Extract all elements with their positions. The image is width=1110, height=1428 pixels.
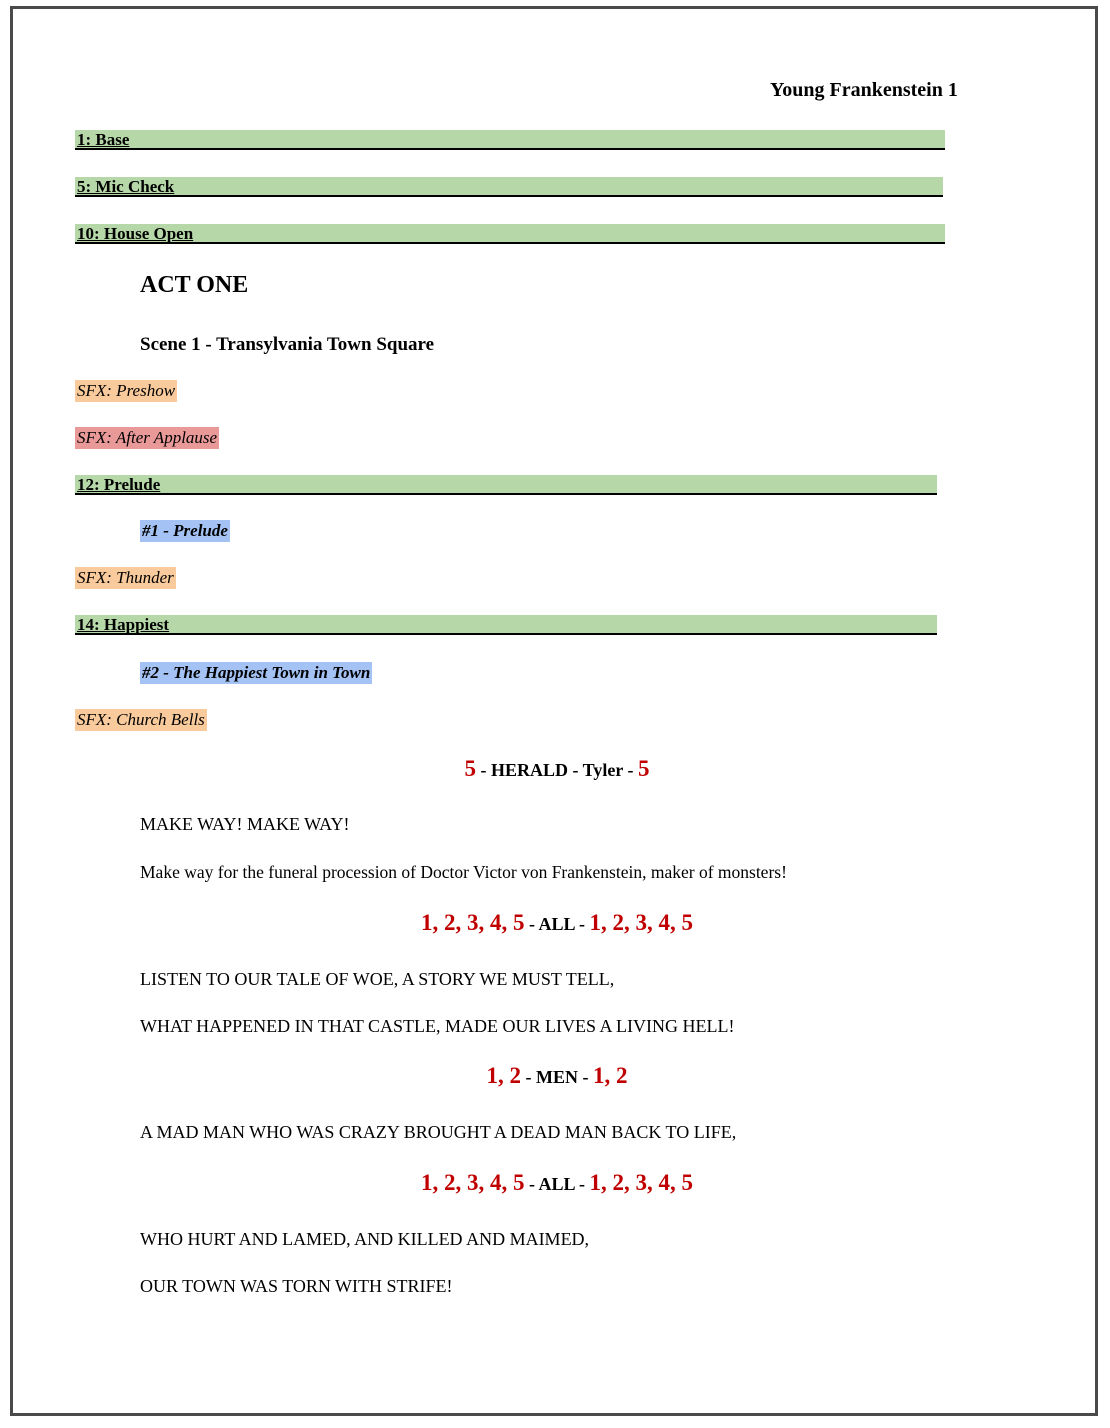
lyric-line-4: WHO HURT AND LAMED, AND KILLED AND MAIMED,	[140, 1229, 590, 1249]
dialogue-line-1: MAKE WAY! MAKE WAY!	[140, 814, 350, 834]
song-happiest: #2 - The Happiest Town in Town	[142, 663, 371, 682]
dialogue-line-2: Make way for the funeral procession of Doctor Victor von Frankenstein, maker of monsters!	[140, 862, 787, 882]
cue-label-prelude: 12: Prelude	[77, 475, 161, 494]
character-herald: - HERALD - Tyler -	[476, 760, 638, 780]
lyric-line-1: LISTEN TO OUR TALE OF WOE, A STORY WE MUST TELL,	[140, 969, 615, 989]
cue-bar-prelude	[75, 475, 937, 495]
cue-label-happiest: 14: Happiest	[77, 615, 170, 634]
lyric-line-2: WHAT HAPPENED IN THAT CASTLE, MADE OUR LIVES A LIVING HELL!	[140, 1016, 735, 1036]
sfx-preshow: SFX: Preshow	[77, 381, 176, 400]
mic-numbers-herald-right: 5	[638, 756, 650, 781]
mic-numbers-all-1-left: 1, 2, 3, 4, 5	[420, 910, 525, 935]
scene-title: Scene 1 - Transylvania Town Square	[140, 334, 435, 355]
lyric-line-3: A MAD MAN WHO WAS CRAZY BROUGHT A DEAD MAN BACK TO LIFE,	[140, 1122, 737, 1142]
act-title: ACT ONE	[140, 272, 249, 298]
cue-bar-happiest	[75, 615, 937, 635]
part-line-all-2	[13, 1170, 1101, 1196]
cue-bar-mic-check	[75, 177, 943, 197]
mic-numbers-men-right: 1, 2	[592, 1063, 628, 1088]
part-line-men	[13, 1063, 1101, 1089]
mic-numbers-all-2-right: 1, 2, 3, 4, 5	[589, 1170, 693, 1195]
script-page	[10, 6, 1098, 1416]
mic-numbers-all-1-right: 1, 2, 3, 4, 5	[589, 910, 693, 935]
song-prelude: #1 - Prelude	[142, 521, 228, 540]
sfx-thunder: SFX: Thunder	[77, 568, 174, 587]
cue-label-house-open: 10: House Open	[77, 224, 194, 243]
cue-bar-house-open	[75, 224, 945, 244]
mic-numbers-herald-left: 5	[464, 756, 476, 781]
character-all-2: - ALL -	[524, 1174, 590, 1194]
part-line-herald	[13, 756, 1101, 782]
lyric-line-5: OUR TOWN WAS TORN WITH STRIFE!	[140, 1276, 453, 1296]
sfx-after-applause: SFX: After Applause	[77, 428, 218, 447]
character-all-1: - ALL -	[524, 914, 590, 934]
mic-numbers-all-2-left: 1, 2, 3, 4, 5	[420, 1170, 525, 1195]
character-men: - MEN -	[521, 1067, 593, 1087]
page-header-title: Young Frankenstein 1	[770, 79, 958, 101]
cue-bar-base	[75, 130, 945, 150]
mic-numbers-men-left: 1, 2	[486, 1063, 521, 1088]
part-line-all-1	[13, 910, 1101, 936]
sfx-church-bells: SFX: Church Bells	[77, 710, 205, 729]
cue-label-mic-check: 5: Mic Check	[77, 177, 175, 196]
cue-label-base: 1: Base	[77, 130, 130, 149]
